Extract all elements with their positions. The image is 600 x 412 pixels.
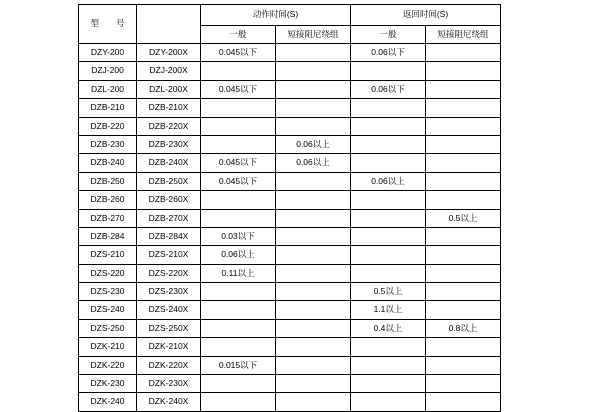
cell-ret-damping xyxy=(426,227,501,245)
cell-model-b: DZK-210X xyxy=(137,338,201,356)
cell-model-b: DZS-240X xyxy=(137,301,201,319)
cell-ret-normal xyxy=(351,246,426,264)
table-row xyxy=(79,246,501,264)
cell-act-normal xyxy=(201,338,276,356)
cell-model-a: DZY-200 xyxy=(79,44,137,62)
cell-act-normal: 0.015以下 xyxy=(201,356,276,374)
cell-model-b: DZB-260X xyxy=(137,191,201,209)
cell-model-a: DZL-200 xyxy=(79,80,137,98)
header-return-time: 返回时间(S) xyxy=(351,5,501,26)
cell-ret-normal xyxy=(351,135,426,153)
cell-ret-normal xyxy=(351,264,426,282)
cell-act-normal: 0.045以下 xyxy=(201,44,276,62)
cell-act-damping xyxy=(276,393,351,411)
cell-model-b: DZB-210X xyxy=(137,99,201,117)
cell-act-damping xyxy=(276,99,351,117)
cell-model-b: DZB-270X xyxy=(137,209,201,227)
cell-ret-normal xyxy=(351,191,426,209)
cell-ret-normal xyxy=(351,209,426,227)
cell-model-b: DZB-220X xyxy=(137,117,201,135)
table-row xyxy=(79,393,501,411)
cell-model-b: DZS-220X xyxy=(137,264,201,282)
table-row xyxy=(79,356,501,374)
cell-act-normal: 0.045以下 xyxy=(201,172,276,190)
cell-model-a: DZS-240 xyxy=(79,301,137,319)
cell-ret-normal xyxy=(351,99,426,117)
cell-ret-normal: 0.06以下 xyxy=(351,44,426,62)
header-action-time: 动作时间(S) xyxy=(201,5,351,26)
cell-ret-damping xyxy=(426,62,501,80)
table-row xyxy=(79,209,501,227)
table-row xyxy=(79,44,501,62)
cell-model-a: DZJ-200 xyxy=(79,62,137,80)
cell-act-normal xyxy=(201,117,276,135)
subheader-return-damping: 短接阻尼绕组 xyxy=(426,26,501,44)
cell-act-normal xyxy=(201,393,276,411)
cell-act-normal: 0.045以下 xyxy=(201,154,276,172)
cell-act-damping xyxy=(276,356,351,374)
cell-act-normal xyxy=(201,319,276,337)
cell-ret-normal xyxy=(351,227,426,245)
table-row xyxy=(79,99,501,117)
cell-act-normal: 0.03以下 xyxy=(201,227,276,245)
cell-ret-damping xyxy=(426,172,501,190)
table-row xyxy=(79,264,501,282)
table-row xyxy=(79,135,501,153)
cell-ret-normal: 0.5以上 xyxy=(351,283,426,301)
table-row xyxy=(79,117,501,135)
table-row xyxy=(79,172,501,190)
cell-act-damping xyxy=(276,338,351,356)
cell-ret-normal xyxy=(351,375,426,393)
table-header-row xyxy=(79,5,501,26)
cell-ret-damping xyxy=(426,393,501,411)
cell-ret-damping xyxy=(426,117,501,135)
cell-model-a: DZS-230 xyxy=(79,283,137,301)
cell-act-damping xyxy=(276,117,351,135)
cell-act-normal xyxy=(201,62,276,80)
cell-ret-normal: 0.06以下 xyxy=(351,80,426,98)
table-row xyxy=(79,80,501,98)
cell-model-a: DZK-220 xyxy=(79,356,137,374)
cell-ret-normal xyxy=(351,338,426,356)
cell-ret-damping xyxy=(426,44,501,62)
cell-model-b: DZB-284X xyxy=(137,227,201,245)
cell-model-b: DZS-210X xyxy=(137,246,201,264)
cell-ret-damping xyxy=(426,356,501,374)
cell-ret-normal xyxy=(351,62,426,80)
table-row xyxy=(79,338,501,356)
cell-model-a: DZK-240 xyxy=(79,393,137,411)
cell-model-b: DZJ-200X xyxy=(137,62,201,80)
table-row xyxy=(79,62,501,80)
cell-model-b: DZY-200X xyxy=(137,44,201,62)
cell-model-a: DZB-220 xyxy=(79,117,137,135)
table-row xyxy=(79,319,501,337)
cell-ret-normal xyxy=(351,356,426,374)
cell-act-damping xyxy=(276,209,351,227)
table-row xyxy=(79,375,501,393)
table-row xyxy=(79,154,501,172)
cell-model-a: DZB-210 xyxy=(79,99,137,117)
cell-ret-normal xyxy=(351,154,426,172)
header-model: 型 号 xyxy=(79,5,137,44)
table-row xyxy=(79,191,501,209)
cell-model-b: DZB-230X xyxy=(137,135,201,153)
cell-act-normal xyxy=(201,191,276,209)
cell-ret-normal: 1.1以上 xyxy=(351,301,426,319)
header-model-variant xyxy=(137,5,201,44)
cell-ret-damping xyxy=(426,283,501,301)
cell-model-a: DZB-260 xyxy=(79,191,137,209)
table-row xyxy=(79,301,501,319)
cell-model-a: DZB-250 xyxy=(79,172,137,190)
cell-act-normal: 0.11以上 xyxy=(201,264,276,282)
cell-act-normal: 0.06以上 xyxy=(201,246,276,264)
cell-ret-normal: 0.4以上 xyxy=(351,319,426,337)
cell-model-b: DZK-220X xyxy=(137,356,201,374)
cell-ret-damping: 0.5以上 xyxy=(426,209,501,227)
cell-act-damping xyxy=(276,227,351,245)
subheader-action-normal: 一般 xyxy=(201,26,276,44)
cell-act-damping xyxy=(276,172,351,190)
cell-ret-damping xyxy=(426,375,501,393)
cell-model-b: DZS-230X xyxy=(137,283,201,301)
table-row xyxy=(79,283,501,301)
cell-act-normal xyxy=(201,375,276,393)
cell-ret-normal xyxy=(351,393,426,411)
cell-act-damping xyxy=(276,62,351,80)
cell-ret-damping xyxy=(426,264,501,282)
cell-model-b: DZL-200X xyxy=(137,80,201,98)
cell-act-normal: 0.045以下 xyxy=(201,80,276,98)
cell-ret-normal: 0.06以上 xyxy=(351,172,426,190)
cell-ret-normal xyxy=(351,117,426,135)
cell-act-damping xyxy=(276,191,351,209)
cell-act-damping xyxy=(276,283,351,301)
cell-model-a: DZS-250 xyxy=(79,319,137,337)
cell-model-b: DZB-250X xyxy=(137,172,201,190)
table-row xyxy=(79,227,501,245)
cell-ret-damping xyxy=(426,99,501,117)
cell-ret-damping xyxy=(426,301,501,319)
cell-act-damping: 0.06以上 xyxy=(276,154,351,172)
cell-model-a: DZB-230 xyxy=(79,135,137,153)
subheader-action-damping: 短接阻尼绕组 xyxy=(276,26,351,44)
cell-ret-damping xyxy=(426,154,501,172)
cell-model-a: DZB-240 xyxy=(79,154,137,172)
cell-act-normal xyxy=(201,301,276,319)
cell-ret-damping xyxy=(426,246,501,264)
cell-act-damping xyxy=(276,301,351,319)
relay-timing-table xyxy=(78,4,501,412)
cell-act-damping xyxy=(276,246,351,264)
cell-model-a: DZB-270 xyxy=(79,209,137,227)
cell-act-normal xyxy=(201,99,276,117)
cell-model-b: DZK-230X xyxy=(137,375,201,393)
cell-act-normal xyxy=(201,209,276,227)
cell-model-a: DZS-210 xyxy=(79,246,137,264)
cell-act-damping xyxy=(276,375,351,393)
cell-ret-damping xyxy=(426,191,501,209)
cell-act-damping: 0.06以上 xyxy=(276,135,351,153)
cell-model-b: DZK-240X xyxy=(137,393,201,411)
cell-model-a: DZS-220 xyxy=(79,264,137,282)
cell-act-damping xyxy=(276,80,351,98)
cell-act-damping xyxy=(276,264,351,282)
cell-ret-damping xyxy=(426,80,501,98)
cell-act-damping xyxy=(276,44,351,62)
cell-model-a: DZK-230 xyxy=(79,375,137,393)
cell-act-normal xyxy=(201,283,276,301)
cell-act-damping xyxy=(276,319,351,337)
cell-model-b: DZB-240X xyxy=(137,154,201,172)
subheader-return-normal: 一般 xyxy=(351,26,426,44)
cell-model-a: DZK-210 xyxy=(79,338,137,356)
cell-model-b: DZS-250X xyxy=(137,319,201,337)
cell-ret-damping: 0.8以上 xyxy=(426,319,501,337)
cell-model-a: DZB-284 xyxy=(79,227,137,245)
cell-act-normal xyxy=(201,135,276,153)
cell-ret-damping xyxy=(426,135,501,153)
cell-ret-damping xyxy=(426,338,501,356)
